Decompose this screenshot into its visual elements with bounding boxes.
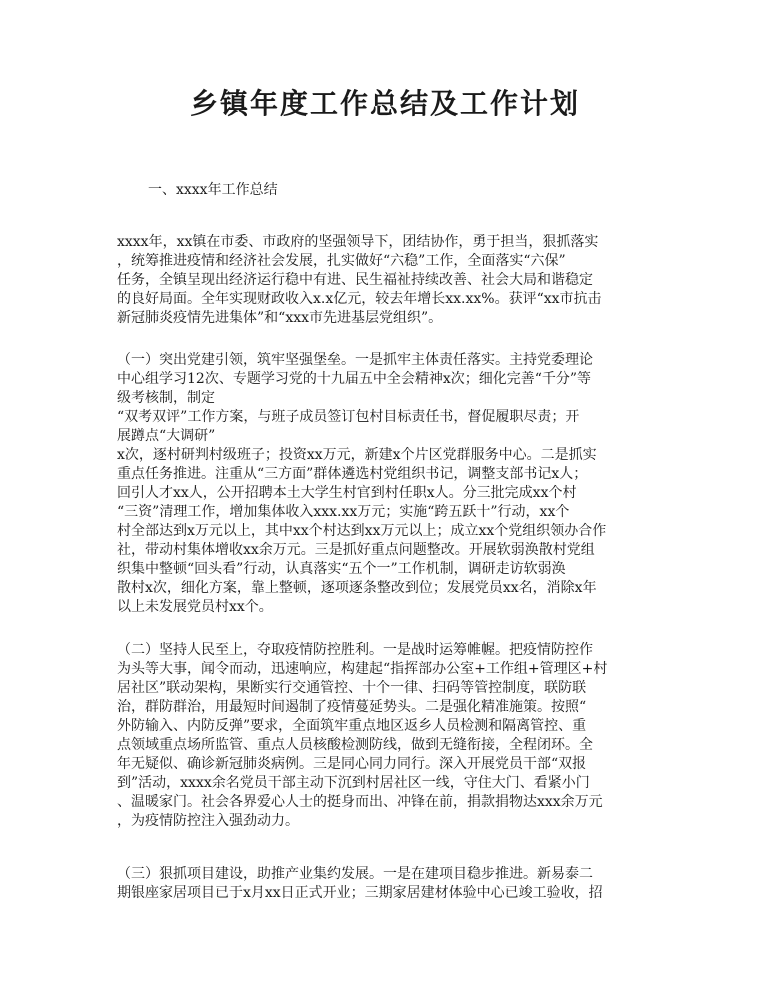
paragraph-epidemic-control <box>117 641 657 831</box>
paragraph-project-construction <box>117 865 657 903</box>
paragraph-line: 期银座家居项目已于x月xx日正式开业；三期家居建材体验中心已竣工验收，招 <box>117 885 603 901</box>
paragraph-line: 织集中整顿“回头看”行动，认真落实“五个一”工作机制，调研走访软弱涣 <box>117 561 566 577</box>
paragraph-line: （三）狠抓项目建设，助推产业集约发展。一是在建项目稳步推进。新易泰二 <box>117 866 593 882</box>
paragraph-line: 展蹲点“大调研” <box>117 428 216 444</box>
paragraph-line: x次，逐村研判村级班子；投资xx万元，新建x个片区党群服务中心。二是抓实 <box>117 447 597 463</box>
paragraph-line: （一）突出党建引领，筑牢坚强堡垒。一是抓牢主体责任落实。主持党委理论 <box>117 352 593 368</box>
paragraph-line: 的良好局面。全年实现财政收入x.x亿元，较去年增长xx.xx%。获评“xx市抗击 <box>117 291 602 307</box>
paragraph-line: 、温暖家门。社会各界爱心人士的挺身而出、冲锋在前，捐款捐物达xxx余万元 <box>117 794 603 810</box>
paragraph-line: 村全部达到x万元以上，其中xx个村达到xx万元以上；成立xx个党组织领办合作 <box>117 523 607 539</box>
document-title: 乡镇年度工作总结及工作计划 <box>189 87 580 120</box>
paragraph-line: 级考核制，制定 <box>117 390 215 406</box>
paragraph-line: 以上未发展党员村xx个。 <box>117 599 273 615</box>
paragraph-line: 年无疑似、确诊新冠肺炎病例。三是同心同力同行。深入开展党员干部“双报 <box>117 756 587 772</box>
paragraph-line: 点领域重点场所监管、重点人员核酸检测防线，做到无缝衔接，全程闭环。全 <box>117 737 593 753</box>
paragraph-line: 为头等大事，闻令而动，迅速响应，构建起“指挥部办公室+工作组+管理区+村 <box>117 661 608 677</box>
paragraph-line: xxxx年，xx镇在市委、市政府的坚强领导下，团结协作，勇于担当，狠抓落实 <box>117 234 599 250</box>
paragraph-line: 回引人才xx人，公开招聘本土大学生村官到村任职x人。分三批完成xx个村 <box>117 485 577 501</box>
paragraph-line: 散村x次，细化方案，靠上整顿，逐项逐条整改到位；发展党员xx名，消除x年 <box>117 580 597 596</box>
paragraph-line: ，为疫情防控注入强劲动力。 <box>117 813 299 829</box>
paragraph-line: 居社区”联动架构，果断实行交通管控、十个一律、扫码等管控制度，联防联 <box>117 680 587 696</box>
paragraph-line: ，统筹推进疫情和经济社会发展，扎实做好“六稳”工作，全面落实“六保” <box>117 253 566 269</box>
paragraph-line: （二）坚持人民至上，夺取疫情防控胜利。一是战时运筹帷幄。把疫情防控作 <box>117 642 593 658</box>
paragraph-line: 治，群防群治，用最短时间遏制了疫情蔓延势头。二是强化精准施策。按照“ <box>117 699 587 715</box>
paragraph-line: “三资”清理工作，增加集体收入xxx.xx万元；实施“跨五跃十”行动，xx个 <box>117 504 570 520</box>
paragraph-line: 重点任务推进。注重从“三方面”群体遴选村党组织书记，调整支部书记x人； <box>117 466 588 482</box>
section-heading: 一、xxxx年工作总结 <box>148 182 278 198</box>
paragraph-party-building <box>117 351 657 617</box>
paragraph-line: “双考双评”工作方案，与班子成员签订包村目标责任书，督促履职尽责；开 <box>117 409 580 425</box>
paragraph-summary <box>117 233 657 328</box>
paragraph-line: 新冠肺炎疫情先进集体”和“xxx市先进基层党组织”。 <box>117 310 443 326</box>
paragraph-line: 中心组学习12次、专题学习党的十九届五中全会精神x次；细化完善“千分”等 <box>117 371 592 387</box>
paragraph-line: 到”活动，xxxx余名党员干部主动下沉到村居社区一线，守住大门、看紧小门 <box>117 775 590 791</box>
paragraph-line: 任务，全镇呈现出经济运行稳中有进、民生福祉持续改善、社会大局和谐稳定 <box>117 272 593 288</box>
paragraph-line: 社，带动村集体增收xx余万元。三是抓好重点问题整改。开展软弱涣散村党组 <box>117 542 595 558</box>
paragraph-line: 外防输入、内防反弹”要求，全面筑牢重点地区返乡人员检测和隔离管控、重 <box>117 718 587 734</box>
